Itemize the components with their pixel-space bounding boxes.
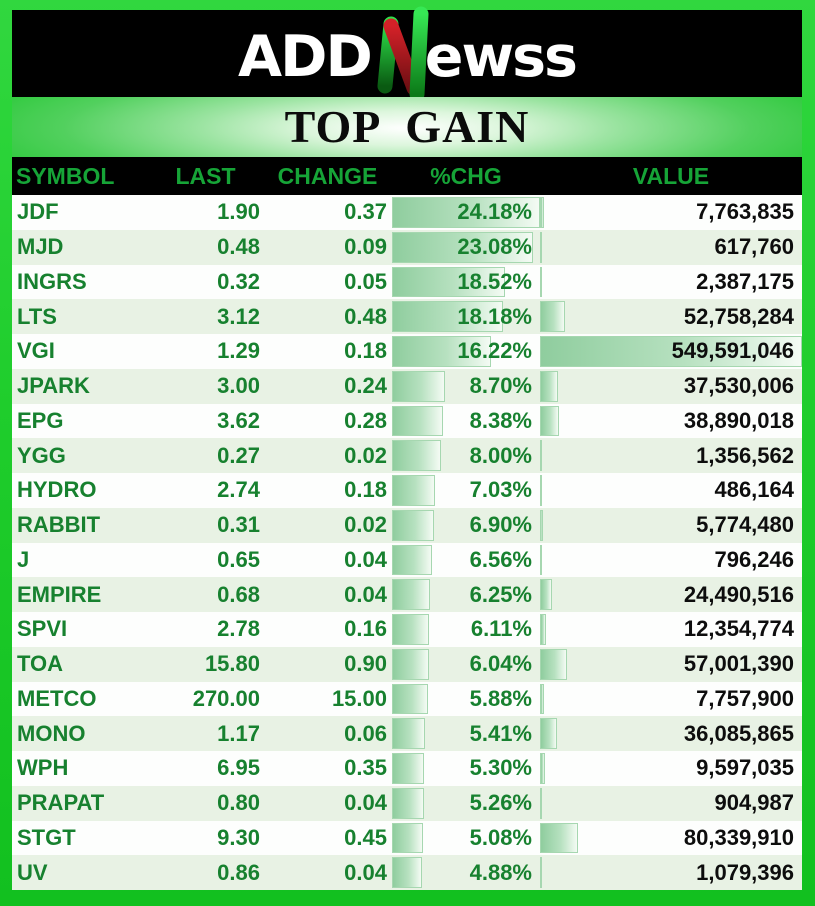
symbol-cell: EPG xyxy=(17,407,64,433)
symbol-cell: JPARK xyxy=(17,373,90,399)
value-data-bar xyxy=(540,406,559,437)
column-header-symbol: SYMBOL xyxy=(16,162,115,189)
symbol-cell: STGT xyxy=(17,824,76,850)
value-text: 7,763,835 xyxy=(696,199,794,225)
pchg-data-bar xyxy=(392,857,422,888)
pchg-cell xyxy=(392,334,540,369)
brand-logo xyxy=(238,6,576,102)
pchg-cell xyxy=(392,855,540,890)
symbol-cell: HYDRO xyxy=(17,477,97,503)
pchg-data-bar xyxy=(392,684,428,715)
table-row xyxy=(12,230,802,265)
value-data-bar xyxy=(540,301,565,332)
value-data-bar xyxy=(540,267,542,298)
table-row xyxy=(12,299,802,334)
last-cell: 1.29 xyxy=(217,338,260,364)
value-cell xyxy=(540,438,802,473)
pchg-cell xyxy=(392,195,540,230)
value-data-bar xyxy=(540,684,544,715)
value-data-bar xyxy=(540,440,542,471)
last-cell: 9.30 xyxy=(217,824,260,850)
pchg-data-bar xyxy=(392,788,424,819)
pchg-text: 23.08% xyxy=(457,234,532,260)
symbol-cell: LTS xyxy=(17,303,57,329)
pchg-text: 6.04% xyxy=(469,651,532,677)
table-row xyxy=(12,334,802,369)
change-cell: 0.37 xyxy=(344,199,387,225)
pchg-data-bar xyxy=(392,510,434,541)
value-data-bar xyxy=(540,649,567,680)
change-cell: 15.00 xyxy=(331,685,387,711)
symbol-cell: MJD xyxy=(17,234,64,260)
pchg-text: 5.30% xyxy=(469,755,532,781)
value-cell xyxy=(540,369,802,404)
value-text: 796,246 xyxy=(714,546,794,572)
last-cell: 0.80 xyxy=(217,790,260,816)
change-cell: 0.02 xyxy=(344,442,387,468)
pchg-data-bar xyxy=(392,614,429,645)
pchg-cell xyxy=(392,821,540,856)
symbol-cell: TOA xyxy=(17,651,64,677)
pchg-data-bar xyxy=(392,406,443,437)
table-row xyxy=(12,682,802,717)
change-cell: 0.05 xyxy=(344,268,387,294)
pchg-text: 18.18% xyxy=(457,303,532,329)
table-row xyxy=(12,473,802,508)
value-text: 904,987 xyxy=(714,790,794,816)
pchg-text: 6.25% xyxy=(469,581,532,607)
value-text: 2,387,175 xyxy=(696,268,794,294)
value-cell xyxy=(540,473,802,508)
symbol-cell: METCO xyxy=(17,685,97,711)
change-cell: 0.04 xyxy=(344,790,387,816)
change-cell: 0.06 xyxy=(344,720,387,746)
pchg-data-bar xyxy=(392,718,425,749)
value-data-bar xyxy=(540,371,558,402)
value-cell xyxy=(540,716,802,751)
logo-band xyxy=(12,10,802,97)
pchg-text: 6.90% xyxy=(469,512,532,538)
value-data-bar xyxy=(540,579,552,610)
pchg-cell xyxy=(392,543,540,578)
pchg-cell xyxy=(392,230,540,265)
pchg-text: 24.18% xyxy=(457,199,532,225)
pchg-text: 4.88% xyxy=(469,859,532,885)
value-cell xyxy=(540,299,802,334)
value-cell xyxy=(540,612,802,647)
value-data-bar xyxy=(540,510,543,541)
table-row xyxy=(12,265,802,300)
value-data-bar xyxy=(540,718,557,749)
value-text: 52,758,284 xyxy=(683,303,794,329)
pchg-data-bar xyxy=(392,579,430,610)
symbol-cell: WPH xyxy=(17,755,69,781)
pchg-text: 5.88% xyxy=(469,685,532,711)
value-data-bar xyxy=(540,197,544,228)
symbol-cell: RABBIT xyxy=(17,512,101,538)
pchg-cell xyxy=(392,404,540,439)
value-text: 38,890,018 xyxy=(683,407,794,433)
logo-prefix: ADD xyxy=(238,23,371,90)
table-row xyxy=(12,612,802,647)
value-text: 80,339,910 xyxy=(683,824,794,850)
pchg-cell xyxy=(392,508,540,543)
table-row xyxy=(12,543,802,578)
last-cell: 1.17 xyxy=(217,720,260,746)
value-text: 7,757,900 xyxy=(696,685,794,711)
value-cell xyxy=(540,682,802,717)
last-cell: 0.27 xyxy=(217,442,260,468)
change-cell: 0.04 xyxy=(344,581,387,607)
value-text: 12,354,774 xyxy=(683,616,794,642)
last-cell: 3.62 xyxy=(217,407,260,433)
table-row xyxy=(12,647,802,682)
symbol-cell: UV xyxy=(17,859,48,885)
symbol-cell: SPVI xyxy=(17,616,68,642)
pchg-data-bar xyxy=(392,545,432,576)
table-body xyxy=(12,195,802,890)
pchg-cell xyxy=(392,682,540,717)
value-cell xyxy=(540,334,802,369)
value-text: 1,356,562 xyxy=(696,442,794,468)
last-cell: 15.80 xyxy=(204,651,260,677)
last-cell: 0.65 xyxy=(217,546,260,572)
table-row xyxy=(12,577,802,612)
column-header-value: VALUE xyxy=(632,162,710,189)
value-data-bar xyxy=(540,823,578,854)
change-cell: 0.04 xyxy=(344,546,387,572)
pchg-cell xyxy=(392,647,540,682)
last-cell: 2.78 xyxy=(217,616,260,642)
value-text: 36,085,865 xyxy=(683,720,794,746)
table-row xyxy=(12,821,802,856)
value-text: 617,760 xyxy=(714,234,794,260)
pchg-text: 5.26% xyxy=(469,790,532,816)
table-row xyxy=(12,195,802,230)
table-row xyxy=(12,855,802,890)
symbol-cell: EMPIRE xyxy=(17,581,102,607)
last-cell: 1.90 xyxy=(217,199,260,225)
pchg-text: 5.08% xyxy=(469,824,532,850)
table-header xyxy=(12,157,802,195)
pchg-cell xyxy=(392,473,540,508)
pchg-text: 5.41% xyxy=(469,720,532,746)
last-cell: 0.48 xyxy=(217,234,260,260)
logo-suffix: ewss xyxy=(424,23,576,90)
last-cell: 0.68 xyxy=(217,581,260,607)
pchg-text: 18.52% xyxy=(457,268,532,294)
pchg-cell xyxy=(392,299,540,334)
change-cell: 0.35 xyxy=(344,755,387,781)
column-header-last: LAST xyxy=(175,162,236,189)
card xyxy=(12,10,802,890)
value-data-bar xyxy=(540,788,542,819)
symbol-cell: INGRS xyxy=(17,268,87,294)
value-cell xyxy=(540,821,802,856)
symbol-cell: YGG xyxy=(17,442,66,468)
value-cell xyxy=(540,230,802,265)
pchg-data-bar xyxy=(392,371,445,402)
pchg-cell xyxy=(392,751,540,786)
logo-n-icon xyxy=(372,6,428,102)
value-data-bar xyxy=(540,753,545,784)
change-cell: 0.16 xyxy=(344,616,387,642)
value-cell xyxy=(540,751,802,786)
pchg-data-bar xyxy=(392,649,429,680)
value-cell xyxy=(540,404,802,439)
pchg-data-bar xyxy=(392,753,424,784)
last-cell: 270.00 xyxy=(192,685,260,711)
value-text: 486,164 xyxy=(714,477,794,503)
change-cell: 0.90 xyxy=(344,651,387,677)
pchg-cell xyxy=(392,786,540,821)
value-cell xyxy=(540,647,802,682)
symbol-cell: PRAPAT xyxy=(17,790,105,816)
symbol-cell: MONO xyxy=(17,720,86,746)
pchg-text: 6.11% xyxy=(470,616,532,642)
table-row xyxy=(12,786,802,821)
value-cell xyxy=(540,508,802,543)
table-row xyxy=(12,404,802,439)
pchg-cell xyxy=(392,265,540,300)
value-text: 1,079,396 xyxy=(696,859,794,885)
last-cell: 6.95 xyxy=(217,755,260,781)
last-cell: 3.12 xyxy=(217,303,260,329)
column-header-change: CHANGE xyxy=(277,162,378,189)
value-cell xyxy=(540,855,802,890)
value-data-bar xyxy=(540,232,542,263)
change-cell: 0.18 xyxy=(344,477,387,503)
pchg-text: 8.70% xyxy=(469,373,532,399)
symbol-cell: JDF xyxy=(17,199,59,225)
change-cell: 0.04 xyxy=(344,859,387,885)
pchg-cell xyxy=(392,716,540,751)
value-cell xyxy=(540,786,802,821)
value-text: 57,001,390 xyxy=(683,651,794,677)
value-cell xyxy=(540,195,802,230)
change-cell: 0.24 xyxy=(344,373,387,399)
value-text: 9,597,035 xyxy=(696,755,794,781)
change-cell: 0.02 xyxy=(344,512,387,538)
pchg-cell xyxy=(392,438,540,473)
change-cell: 0.45 xyxy=(344,824,387,850)
value-text: 37,530,006 xyxy=(683,373,794,399)
table-row xyxy=(12,716,802,751)
last-cell: 0.31 xyxy=(217,512,260,538)
table-row xyxy=(12,751,802,786)
last-cell: 3.00 xyxy=(217,373,260,399)
value-data-bar xyxy=(540,475,542,506)
pchg-data-bar xyxy=(392,440,441,471)
pchg-cell xyxy=(392,369,540,404)
value-data-bar xyxy=(540,857,542,888)
change-cell: 0.28 xyxy=(344,407,387,433)
title-band xyxy=(12,97,802,157)
change-cell: 0.09 xyxy=(344,234,387,260)
pchg-text: 7.03% xyxy=(469,477,532,503)
pchg-cell xyxy=(392,612,540,647)
value-cell xyxy=(540,265,802,300)
pchg-text: 8.38% xyxy=(469,407,532,433)
table-row xyxy=(12,369,802,404)
last-cell: 2.74 xyxy=(217,477,260,503)
value-data-bar xyxy=(540,614,546,645)
pchg-cell xyxy=(392,577,540,612)
symbol-cell: VGI xyxy=(17,338,55,364)
value-cell xyxy=(540,543,802,578)
change-cell: 0.48 xyxy=(344,303,387,329)
pchg-data-bar xyxy=(392,475,435,506)
value-text: 5,774,480 xyxy=(696,512,794,538)
value-text: 549,591,046 xyxy=(671,338,794,364)
pchg-text: 8.00% xyxy=(469,442,532,468)
last-cell: 0.86 xyxy=(217,859,260,885)
pchg-data-bar xyxy=(392,823,423,854)
table-row xyxy=(12,508,802,543)
pchg-text: 16.22% xyxy=(457,338,532,364)
value-cell xyxy=(540,577,802,612)
value-text: 24,490,516 xyxy=(683,581,794,607)
page-title: TOP GAIN xyxy=(284,101,530,152)
pchg-text: 6.56% xyxy=(469,546,532,572)
symbol-cell: J xyxy=(17,546,30,572)
value-data-bar xyxy=(540,545,542,576)
change-cell: 0.18 xyxy=(344,338,387,364)
table-row xyxy=(12,438,802,473)
column-header-pchg: %CHG xyxy=(430,162,502,189)
last-cell: 0.32 xyxy=(217,268,260,294)
